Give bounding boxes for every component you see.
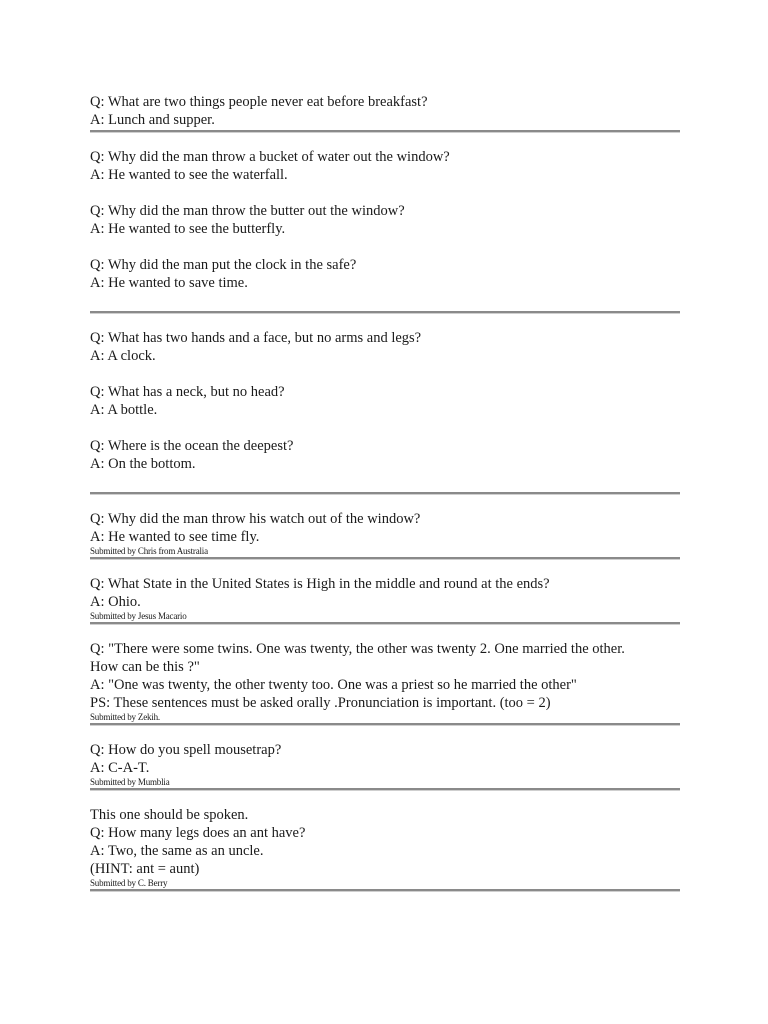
riddle-block (90, 510, 680, 560)
divider-rule (90, 311, 680, 314)
answer-line: A: C-A-T. (90, 760, 150, 776)
riddle-block (90, 575, 680, 625)
answer-line: A: He wanted to see the butterfly. (90, 221, 286, 237)
question-line: Q: Why did the man throw a bucket of water out the window? (90, 149, 450, 165)
blank-line (90, 473, 680, 491)
question-line: Q: "There were some twins. One was twenty, the other was twenty 2. One married the other. (90, 641, 625, 657)
blank-line (90, 292, 680, 310)
answer-line: A: Lunch and supper. (90, 112, 215, 128)
blank-line (90, 238, 680, 256)
answer-line: A: He wanted to see the waterfall. (90, 167, 288, 183)
question-line: Q: What State in the United States is High in the middle and round at the ends? (90, 576, 550, 592)
blank-line (90, 184, 680, 202)
riddle-block (90, 329, 680, 495)
divider-rule (90, 889, 680, 892)
riddle-list (90, 93, 680, 907)
answer-line: A: Two, the same as an uncle. (90, 843, 264, 859)
answer-line: A: Ohio. (90, 594, 141, 610)
submitted-by: Submitted by C. Berry (90, 878, 168, 888)
question-line: Q: How do you spell mousetrap? (90, 742, 282, 758)
riddle-block (90, 806, 680, 892)
divider-rule (90, 622, 680, 625)
riddle-block (90, 741, 680, 791)
divider-rule (90, 557, 680, 560)
text-line: PS: These sentences must be asked orally .Pronunciation is important. (too = 2) (90, 695, 551, 711)
answer-line: A: A bottle. (90, 402, 158, 418)
submitted-by: Submitted by Chris from Australia (90, 546, 208, 556)
blank-line (90, 365, 680, 383)
question-line: Q: What has a neck, but no head? (90, 384, 285, 400)
question-line: Q: Where is the ocean the deepest? (90, 438, 294, 454)
riddle-block (90, 148, 680, 314)
submitted-by: Submitted by Mumblia (90, 777, 170, 787)
question-line: Q: Why did the man throw the butter out the window? (90, 203, 405, 219)
submitted-by: Submitted by Zekih. (90, 712, 160, 722)
blank-line (90, 419, 680, 437)
question-line: Q: What has two hands and a face, but no arms and legs? (90, 330, 422, 346)
answer-line: A: "One was twenty, the other twenty too. One was a priest so he married the other" (90, 677, 577, 693)
question-line: Q: Why did the man put the clock in the safe? (90, 257, 357, 273)
answer-line: A: A clock. (90, 348, 156, 364)
text-line: How can be this ?" (90, 659, 200, 675)
answer-line: A: He wanted to see time fly. (90, 529, 260, 545)
divider-rule (90, 130, 680, 133)
riddle-block (90, 640, 680, 726)
question-line: Q: Why did the man throw his watch out of the window? (90, 511, 421, 527)
answer-line: A: On the bottom. (90, 456, 196, 472)
question-line: Q: What are two things people never eat before breakfast? (90, 94, 428, 110)
divider-rule (90, 723, 680, 726)
question-line: Q: How many legs does an ant have? (90, 825, 306, 841)
text-line: (HINT: ant = aunt) (90, 861, 200, 877)
answer-line: A: He wanted to save time. (90, 275, 248, 291)
text-line: This one should be spoken. (90, 807, 249, 823)
divider-rule (90, 788, 680, 791)
riddle-block (90, 93, 680, 133)
divider-rule (90, 492, 680, 495)
submitted-by: Submitted by Jesus Macario (90, 611, 187, 621)
